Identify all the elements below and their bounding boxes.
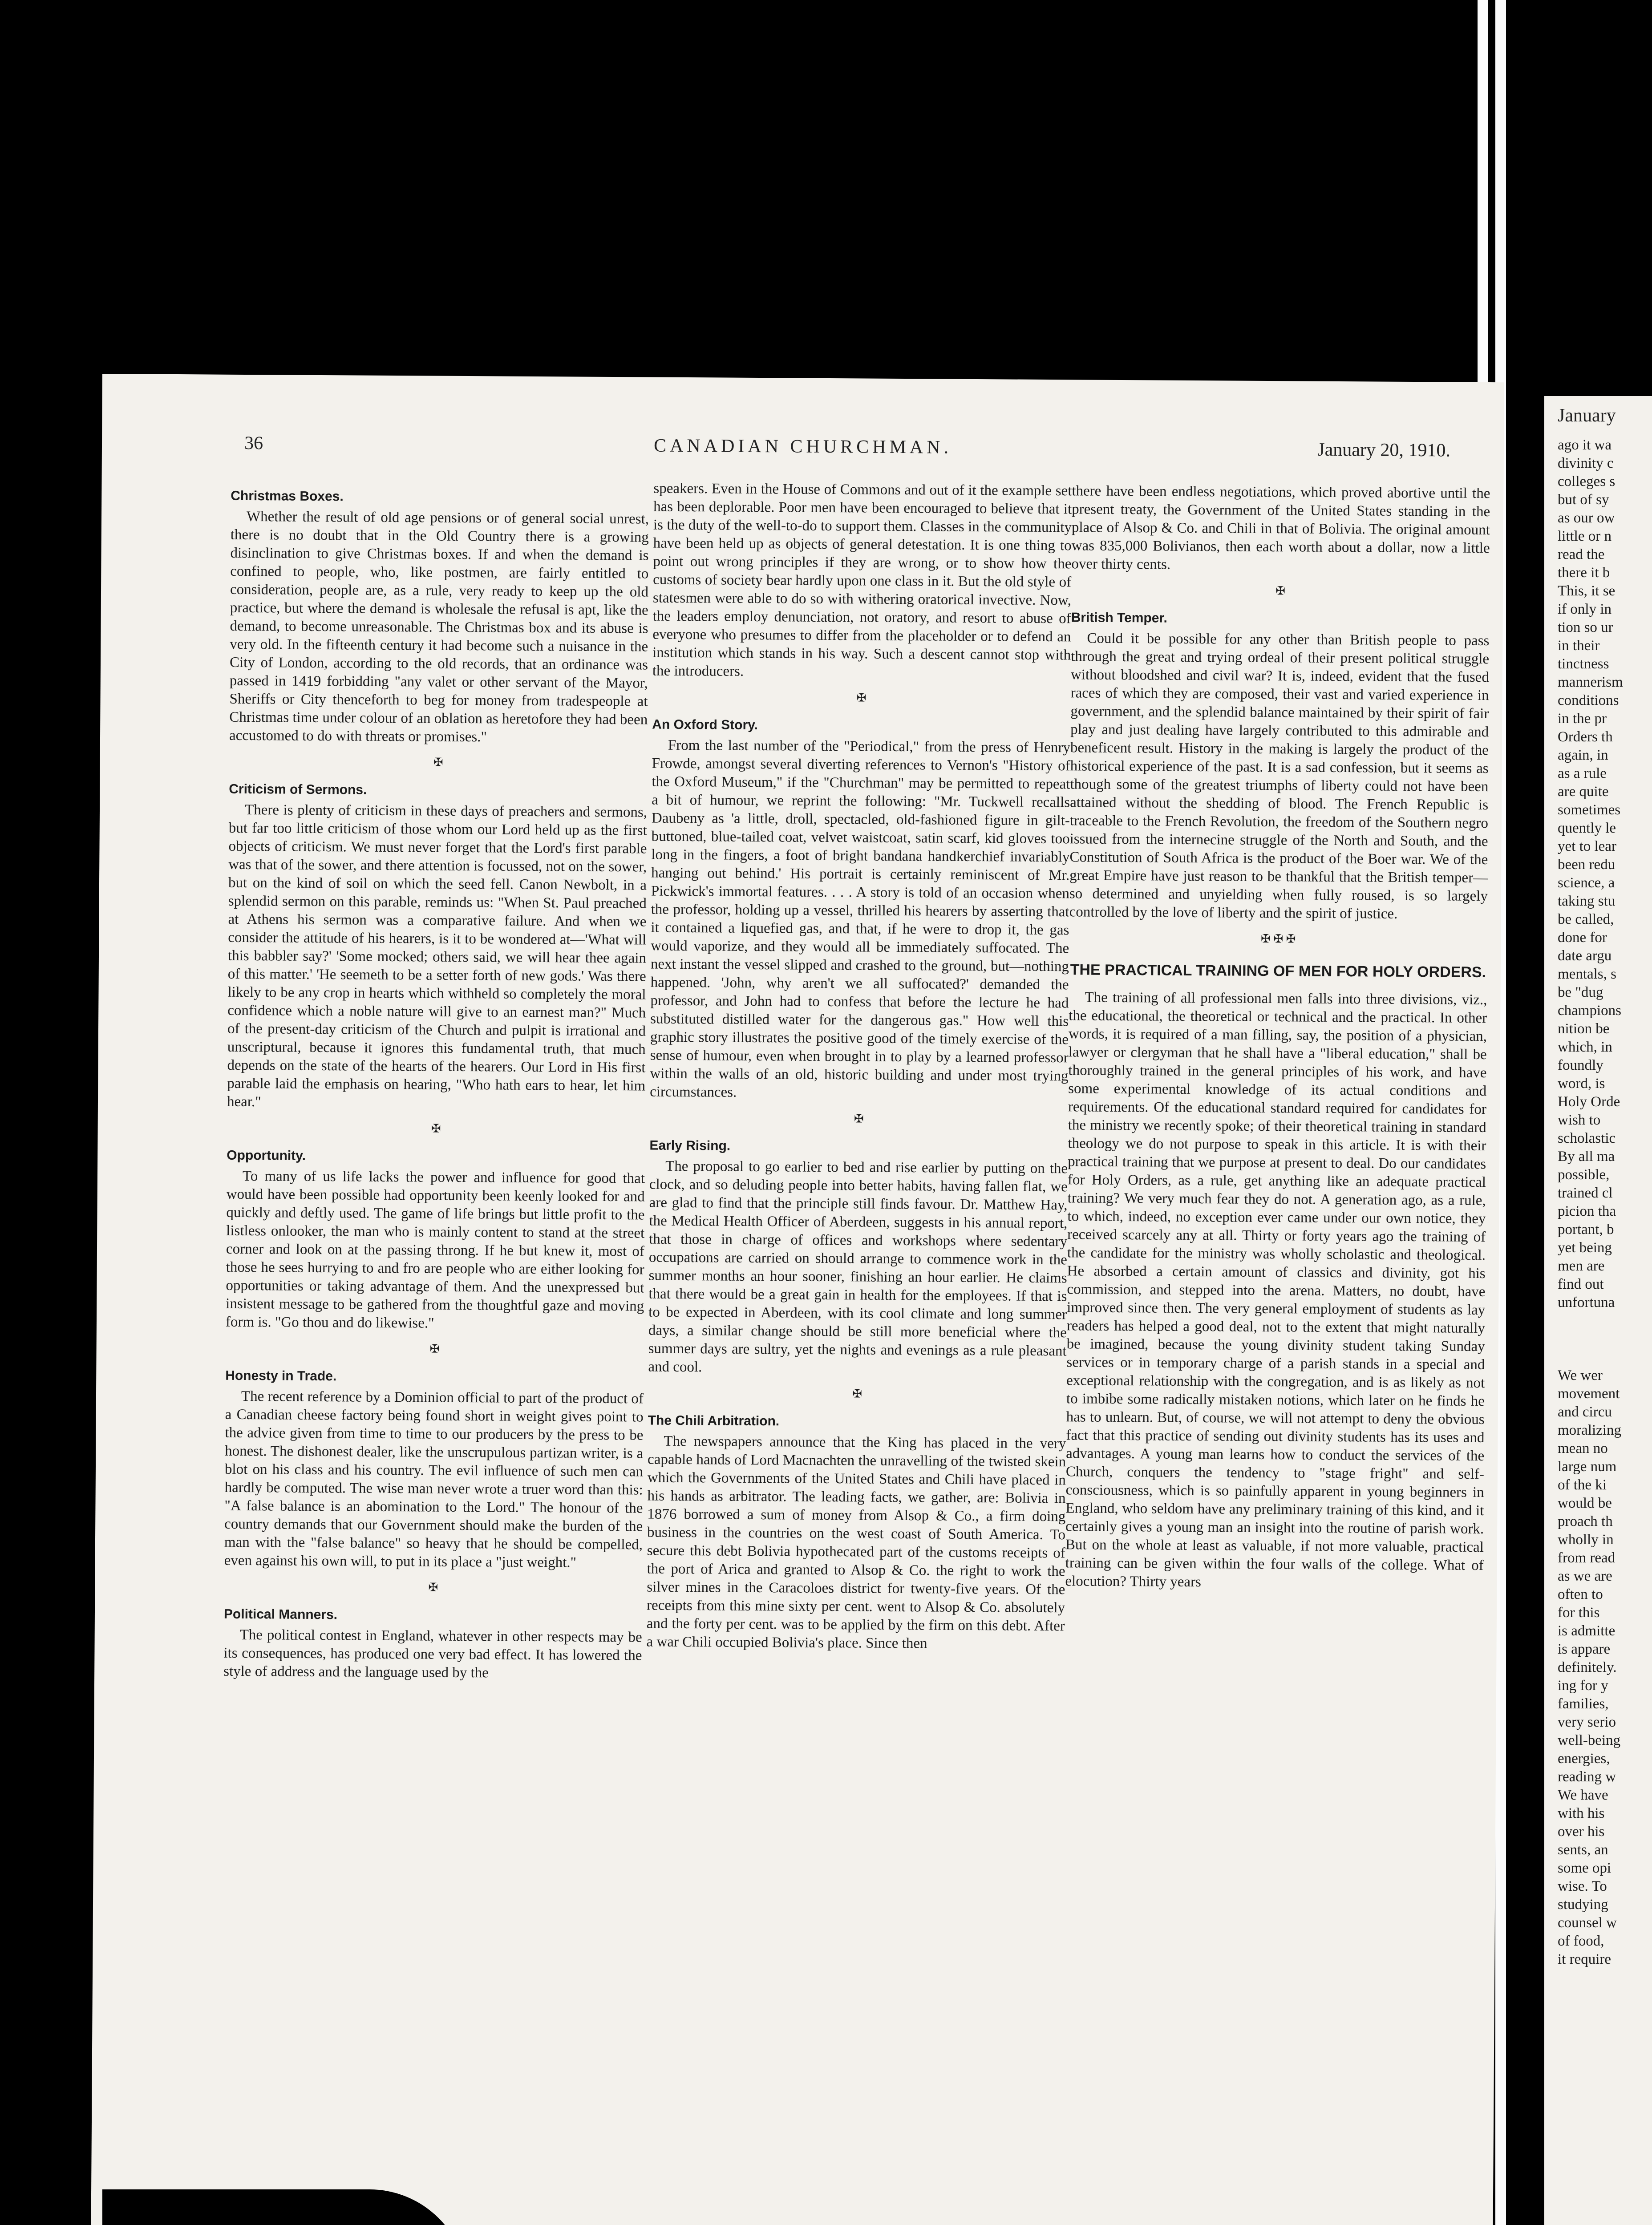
text-line: tinctness	[1558, 656, 1609, 672]
text-line: it require	[1558, 1951, 1612, 1967]
paragraph: The training of all professional men falls into three divisions, viz., the educational, the theoretical or technical and the practical. In other words, it is required of a man filling, say, the position of a physician, lawyer or clergyman that he shall have a "liberal education," shall be thoroughly trained in the general principles of his work, and have some experimental knowledge of its actual conditions and requirements. Of the educational standard required for candidates for the ministry we recently spoke; of their theoretical training in standard theology we do not purpose to speak in this article. It is with their practical training that we purpose at present to deal. Do our candidates for Holy Orders, as a rule, get anything like an adequate practical training? We very much fear they do not. A generation ago, as a rule, to which, indeed, no exception ever came under our own notice, they received scarcely any at all. Thirty or forty years ago the training of the candidate for the ministry was wholly scholastic and theological. He absorbed a certain amount of classics and divinity, got his commission, and stepped into the arena. Matters, no doubt, have improved since then. The very general employment of students as lay readers has helped a good deal, not to the extent that might naturally be imagined, because the young divinity student taking Sunday services or in temporary charge of a parish stands in a special and exceptional relationship with the congregation, and is as likely as not to imbibe some radically mistaken notions, which later on he finds he has to unlearn. But, of course, we will not attempt to deny the obvious fact that this practice of sending out divinity students has its uses and advantages. A young man learns how to conduct the services of the Church, conquers the tendency to "stage fright" and self-consciousness, which is so painfully apparent in young beginners in England, who seldom have any preliminary training of this kind, and it certainly gives a young man an insight into the routine of parish work. But on the whole at least as valuable, if not more valuable, practical training can be given within the four walls of the college. What of elocution? Thirty years	[1065, 989, 1487, 1590]
section-heading: British Temper.	[1071, 610, 1167, 626]
paragraph: There is plenty of criticism in these days of preachers and sermons, but far too little criticism of those whom our Lord held up as the first objects of criticism. We must never forget that the Lord's first parable was that of the sower, and there attention is focussed, not on the sower, but on the kind of soil on which the seed fell. Canon Newbolt, in a splendid sermon on this parable, reminds us: "When St. Paul preached at Athens his sermon was a comparative failure. And when we consider the attitude of his hearers, is it to be wondered at—'What will this babbler say?' 'Some mocked; others said, we will hear thee again of this matter.' 'He seemeth to be a setter forth of new gods.' Was there likely to be any crop in hearts which withheld so completely the moral confidence which a noble nature will give to an earnest man?" Much of the present-day criticism of the Church and pulpit is irrational and unscriptural, because it ignores this fundamental truth, that much depends on the state of the hearts of the hearers. Our Lord in His first parable laid the emphasis on hearing, "Who hath ears to hear, let him hear."	[227, 801, 648, 1110]
text-line: be called,	[1558, 911, 1614, 927]
text-line: energies,	[1558, 1751, 1610, 1767]
text-line: portant, b	[1558, 1222, 1614, 1238]
text-line: often to	[1558, 1586, 1603, 1602]
text-line: but of sy	[1558, 492, 1609, 508]
section-heading: Political Manners.	[223, 1606, 338, 1622]
text-line: unfortuna	[1558, 1295, 1615, 1311]
text-line: find out	[1558, 1276, 1604, 1292]
text-line: tion so ur	[1558, 619, 1613, 635]
text-line: sents, an	[1558, 1842, 1608, 1858]
section-heading: An Oxford Story.	[652, 717, 758, 733]
text-line: of food,	[1558, 1933, 1604, 1949]
newspaper-page	[90, 374, 1504, 2225]
text-line: read the	[1558, 546, 1605, 562]
article-title: THE PRACTICAL TRAINING OF MEN FOR HOLY ORDERS.	[1070, 961, 1486, 981]
text-line: as our ow	[1558, 510, 1615, 526]
text-line: done for	[1558, 930, 1607, 946]
ornament-icon: ✠	[428, 1581, 438, 1594]
column-2	[646, 480, 1072, 1657]
page-header	[102, 432, 1504, 476]
text-line: This, it se	[1558, 583, 1616, 599]
text-line: wholly in	[1558, 1532, 1614, 1548]
paragraph: To many of us life lacks the power and influence for good that would have been possible had opportunity been keenly looked for and quickly and deftly used. The game of life brings but little profit to the listless onlooker, the man who is mainly content to stand at the street corner and look on at the passing throng. If he but knew it, most of those he sees hurrying to and fro are people who are either looking for opportunities or taking advantage of them. And the unexpressed but insistent message to be gathered from the thoughtful gaze and moving form is. "Go thou and do likewise."	[225, 1168, 645, 1331]
text-line	[1558, 1330, 1652, 1348]
text-line: which, in	[1558, 1039, 1612, 1055]
text-line: if only in	[1558, 601, 1612, 617]
text-line: We wer	[1558, 1367, 1603, 1384]
text-line: men are	[1558, 1258, 1605, 1274]
ornament-icon: ✠	[856, 691, 866, 704]
text-line: in their	[1558, 638, 1600, 654]
text-line: ago it wa	[1558, 437, 1612, 453]
section-heading: Christmas Boxes.	[231, 488, 344, 504]
text-line: and circu	[1558, 1404, 1612, 1420]
text-line: picion tha	[1558, 1203, 1616, 1219]
text-line: well-being	[1558, 1732, 1621, 1748]
text-line: science, a	[1558, 875, 1615, 891]
text-line: Orders th	[1558, 729, 1613, 745]
text-line	[1558, 1312, 1652, 1330]
text-line: been redu	[1558, 857, 1616, 873]
text-line: mannerism	[1558, 674, 1623, 690]
section-heading: Opportunity.	[227, 1148, 306, 1163]
issue-date: January 20, 1910.	[1317, 439, 1451, 461]
text-line: is appare	[1558, 1641, 1611, 1657]
ornament-icon: ✠	[854, 1112, 864, 1125]
text-line: wise. To	[1558, 1878, 1607, 1894]
text-line: sometimes	[1558, 802, 1621, 818]
text-line: very serio	[1558, 1714, 1616, 1730]
text-line: counsel w	[1558, 1915, 1617, 1931]
text-line: We have	[1558, 1787, 1608, 1803]
text-line: nition be	[1558, 1021, 1610, 1037]
text-line	[1558, 1348, 1652, 1367]
text-line: large num	[1558, 1459, 1617, 1475]
text-line: are quite	[1558, 784, 1609, 800]
text-line: proach th	[1558, 1513, 1613, 1529]
text-line: definitely.	[1558, 1659, 1617, 1675]
section-heading: The Chili Arbitration.	[648, 1413, 780, 1429]
text-line: divinity c	[1558, 455, 1614, 471]
text-line: for this	[1558, 1605, 1600, 1621]
text-line: foundly	[1558, 1057, 1603, 1073]
ornament-icon: ✠ ✠ ✠	[1261, 932, 1296, 946]
paragraph: The newspapers announce that the King has placed in the very capable hands of Lord Macnachten the unravelling of the twisted skein which the Governments of the United States and Chili have placed in his hands as arbitrator. The leading facts, we gather, are: Bolivia in 1876 borrowed a sum of money from Alsop & Co., a firm doing business in the countries on the west coast of South America. To secure this debt Bolivia hypothecated part of the customs receipts of the port of Arica and granted to Alsop & Co. the right to work the silver mines in the Caracoloes district for twenty-five years. Of the receipts from this mine sixty per cent. went to Alsop & Co. absolutely and the forty per cent. was to be applied by the firm on this debt. After a war Chili occupied Bolivia's place. Since then	[646, 1433, 1066, 1652]
text-line: date argu	[1558, 948, 1612, 964]
text-line: ing for y	[1558, 1678, 1608, 1694]
adjacent-page-header: January	[1558, 405, 1616, 426]
paragraph: speakers. Even in the House of Commons and out of it the example set has been deplorable. Poor men have been encouraged to believe that it is the duty of the well-to-do to support them. Classes in the community have been held up as objects of general detestation. It is one thing to point out wrong principles if they are wrong, or to show how the customs of society bear hardly upon one class in it. But the old style of statesmen were able to do so with withering oratorical invective. Now, the leaders employ denunciation, not oratory, and resort to abuse of everyone who presumes to differ from the placeholder or to defend an institution which stands in his way. Such a descent cannot stop with the introducers.	[652, 480, 1072, 680]
paragraph: The recent reference by a Dominion official to part of the product of a Canadian cheese factory being found short in weight gives point to the advice given from time to time to our producers by the press to be honest. The dishonest dealer, like the unscrupulous partizan writer, is a blot on his class and his country. The evil influence of such men can hardly be computed. The wise man never wrote a truer word than this: "A false balance is an abomination to the Lord." The honour of the country demands that our Government should make the burden of the man with the "false balance" so heavy that he should be compelled, even against his own will, to put in its place a "just weight."	[224, 1388, 644, 1571]
paragraph: Whether the result of old age pensions or of general social unrest, there is no doubt that in the Old Country there is a growing disinclination to give Christmas boxes. If and when the demand is confined to people, who, like postmen, are fairly entitled to consideration, people are, as a rule, very ready to keep up the old practice, but where the demand is wholesale the refusal is apt, like the demand, to become unreasonable. The Christmas box and its abuse is very old. In the fifteenth century it had become such a nuisance in the City of London, according to the old records, that an ordinance was passed in 1419 forbidding "any valet or other servant of the Mayor, Sheriffs or City thenceforth to beg for money from tradespeople at Christmas time under colour of an oblation as heretofore they had been accustomed to do with threats or promises."	[229, 508, 649, 745]
text-line: word, is	[1558, 1076, 1605, 1092]
text-line: be "dug	[1558, 984, 1603, 1000]
text-line: possible,	[1558, 1167, 1610, 1183]
section-heading: Criticism of Sermons.	[229, 781, 367, 797]
column-1	[223, 477, 649, 1686]
adjacent-page	[1544, 396, 1652, 2225]
column-3	[1065, 482, 1490, 1596]
text-line: little or n	[1558, 528, 1612, 544]
page-number: 36	[244, 433, 263, 454]
text-line: champions	[1558, 1003, 1621, 1019]
text-line: moralizing	[1558, 1422, 1621, 1438]
text-line: is admitte	[1558, 1623, 1616, 1639]
text-line: as a rule	[1558, 765, 1607, 781]
paragraph: The political contest in England, whatever in other respects may be its consequences, has produced one very bad effect. It has lowered the style of address and the language used by the	[223, 1626, 642, 1681]
ornament-icon: ✠	[431, 1122, 441, 1135]
paragraph: there have been endless negotiations, which proved abortive until the present treaty, the Government of the United States standing in the place of Alsop & Co. and Chili in that of Bolivia. The original amount was 835,000 Bolivianos, then each worth about a dollar, now a little over thirty cents.	[1071, 483, 1490, 573]
section-heading: Early Rising.	[649, 1138, 731, 1153]
text-line: conditions	[1558, 692, 1619, 708]
text-line: there it b	[1558, 565, 1610, 581]
text-line: families,	[1558, 1696, 1609, 1712]
text-line: movement	[1558, 1386, 1620, 1402]
text-line: colleges s	[1558, 473, 1616, 490]
text-line: yet being	[1558, 1240, 1612, 1256]
ornament-icon: ✠	[852, 1387, 862, 1400]
text-line: reading w	[1558, 1769, 1616, 1785]
text-line: By all ma	[1558, 1149, 1615, 1165]
section-heading: Honesty in Trade.	[225, 1368, 337, 1384]
text-line: in the pr	[1558, 711, 1607, 727]
ornament-icon: ✠	[1275, 584, 1286, 598]
text-line: some opi	[1558, 1860, 1612, 1876]
text-line: from read	[1558, 1550, 1616, 1566]
text-line: trained cl	[1558, 1185, 1613, 1201]
text-line: again, in	[1558, 747, 1608, 763]
ornament-icon: ✠	[429, 1342, 440, 1355]
text-line: of the ki	[1558, 1477, 1607, 1493]
text-line: wish to	[1558, 1112, 1601, 1128]
text-line: Holy Orde	[1558, 1094, 1620, 1110]
adjacent-page-text	[1558, 436, 1652, 1969]
text-line: scholastic	[1558, 1130, 1616, 1146]
text-line: mentals, s	[1558, 966, 1616, 982]
publication-title: CANADIAN CHURCHMAN.	[653, 435, 952, 458]
text-line: as we are	[1558, 1568, 1612, 1584]
text-line: over his	[1558, 1824, 1605, 1840]
text-line: would be	[1558, 1495, 1612, 1511]
paragraph: Could it be possible for any other than British people to pass through the great and trying ordeal of their present political struggle without bloodshed and civil war? It is, indeed, evident that the fused races of which they are composed, their vast and varied experience in government, and the splendid balance maintained by their spirit of fair play and just dealing have largely contributed to this admirable and beneficent result. History in the making is largely the product of the historical experience of the past. It is a sad confession, but it seems as though some of the greatest triumphs of liberty could not have been attained without the shedding of blood. The French Republic is traceable to the French Revolution, the freedom of the Southern negro issued from the internecine struggle of the North and South, and the Constitution of South Africa is the product of the Boer war. We of the great Empire have just reason to be thankful that the British temper—so determined and unyielding when fully roused, is so largely controlled by the love of liberty and the spirit of justice.	[1069, 630, 1490, 922]
text-line: taking stu	[1558, 893, 1616, 909]
text-line: mean no	[1558, 1440, 1608, 1456]
text-line: quently le	[1558, 820, 1616, 836]
text-line: studying	[1558, 1897, 1608, 1913]
text-line: with his	[1558, 1805, 1605, 1821]
paragraph: From the last number of the "Periodical," from the press of Henry Frowde, amongst several diverting references to Vernon's "History of the Oxford Museum," if the "Churchman" may be permitted to repeat a bit of humour, we reprint the following: "Mr. Tuckwell recalls Daubeny as 'a little, droll, spectacled, old-fashioned figure in gilt-buttoned, blue-tailed coat, velvet waistcoat, satin scarf, kid gloves too long in the fingers, a foot of bright bandana handkerchief invariably hanging out behind.' His portrait is certainly reminiscent of Mr. Pickwick's immortal features. . . . A story is told of an occasion when the professor, holding up a vessel, thrilled his hearers by asserting that it contained a liquefied gas, and that, if he were to drop it, the gas would vaporize, and they would all be immediately suffocated. The next instant the vessel slipped and crashed to the ground, but—nothing happened. 'John, why aren't we all suffocated?' demanded the professor, and John had to confess that before the lecture he had substituted distilled water for the dangerous gas." How well this graphic story illustrates the positive good of the timely exercise of the sense of humour, even when brought in to play by a learned professor within the walls of an old, historic building and under most trying circumstances.	[650, 737, 1071, 1100]
text-line: yet to lear	[1558, 838, 1616, 854]
paragraph: The proposal to go earlier to bed and rise earlier by putting on the clock, and so deluding people into better habits, having fallen flat, we are glad to find that the principle still finds favour. Dr. Matthew Hay, the Medical Health Officer of Aberdeen, suggests in his annual report, that those in charge of offices and workshops where sedentary occupations are carried on should arrange to commence work in the summer months an hour sooner, finishing an hour earlier. He claims that there would be a great gain in health for the employees. If that is to be expected in Aberdeen, with its cool climate and long summer days, a similar change should be still more beneficial where the summer days are sultry, yet the nights and evenings as a rule pleasant and cool.	[648, 1158, 1068, 1375]
ornament-icon: ✠	[433, 756, 443, 769]
